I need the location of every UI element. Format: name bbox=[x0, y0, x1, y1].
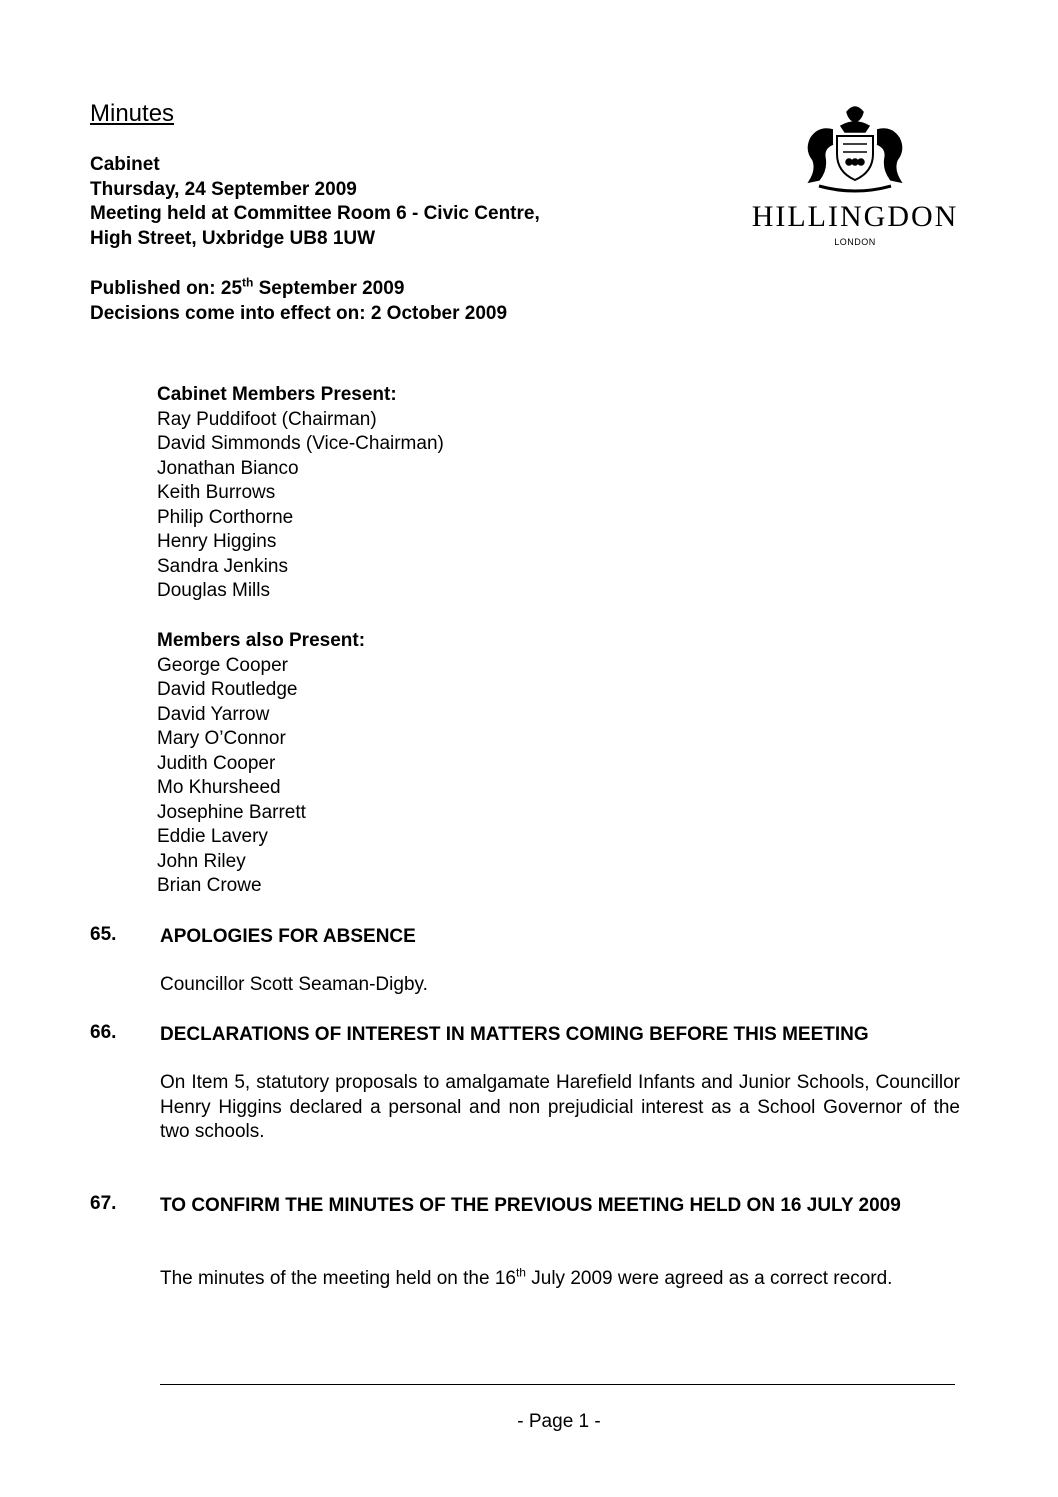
publication-info bbox=[90, 277, 507, 326]
section-65-title: APOLOGIES FOR ABSENCE bbox=[160, 926, 416, 947]
list-item: Philip Corthorne bbox=[157, 506, 294, 528]
list-item: David Yarrow bbox=[157, 703, 270, 725]
list-item: Sandra Jenkins bbox=[157, 555, 288, 577]
council-logo bbox=[735, 100, 975, 260]
list-item: Jonathan Bianco bbox=[157, 457, 299, 479]
meeting-date: Thursday, 24 September 2009 bbox=[90, 178, 357, 200]
list-item: Mo Khursheed bbox=[157, 777, 281, 798]
section-66-number: 66. bbox=[90, 1022, 117, 1043]
section-65-body: Councillor Scott Seaman-Digby. bbox=[160, 974, 428, 995]
footer-divider bbox=[160, 1384, 955, 1385]
list-item: Judith Cooper bbox=[157, 752, 276, 774]
list-item: Douglas Mills bbox=[157, 580, 270, 601]
cabinet-members-list bbox=[157, 383, 444, 604]
section-66-body: On Item 5, statutory proposals to amalgamate Harefield Infants and Junior Schools, Councillor Henry Higgins declared a personal and non prejudicial interest as a School Governor of the two schools. bbox=[160, 1072, 960, 1142]
list-item: John Riley bbox=[157, 850, 246, 872]
list-item: Josephine Barrett bbox=[157, 801, 306, 823]
section-67-number: 67. bbox=[90, 1193, 117, 1214]
list-item: Henry Higgins bbox=[157, 531, 277, 552]
effective-date: Decisions come into effect on: 2 October 2009 bbox=[90, 302, 508, 324]
section-65-number: 65. bbox=[90, 924, 117, 945]
section-66-title: DECLARATIONS OF INTEREST IN MATTERS COMING BEFORE THIS MEETING bbox=[160, 1024, 869, 1045]
committee-name: Cabinet bbox=[90, 154, 160, 175]
list-item: David Routledge bbox=[157, 679, 298, 700]
list-item: George Cooper bbox=[157, 654, 288, 676]
cabinet-members-heading: Cabinet Members Present: bbox=[157, 384, 397, 405]
list-item: Brian Crowe bbox=[157, 875, 262, 896]
meeting-venue-line1: Meeting held at Committee Room 6 - Civic Centre, bbox=[90, 203, 540, 224]
meeting-header bbox=[90, 153, 540, 251]
council-name: HILLINGDON bbox=[751, 200, 959, 233]
list-item: Keith Burrows bbox=[157, 482, 276, 503]
list-item: David Simmonds (Vice-Chairman) bbox=[157, 433, 444, 454]
page-title: Minutes bbox=[90, 100, 175, 127]
list-item: Ray Puddifoot (Chairman) bbox=[157, 408, 377, 430]
other-members-list bbox=[157, 629, 365, 899]
meeting-venue-line2: High Street, Uxbridge UB8 1UW bbox=[90, 227, 376, 249]
section-67-body: The minutes of the meeting held on the 16th July 2009 were agreed as a correct record. bbox=[160, 1265, 893, 1289]
list-item: Eddie Lavery bbox=[157, 826, 268, 847]
other-members-heading: Members also Present: bbox=[157, 630, 366, 651]
council-subtitle: LONDON bbox=[834, 237, 876, 247]
section-67-title: TO CONFIRM THE MINUTES OF THE PREVIOUS MEETING HELD ON 16 JULY 2009 bbox=[160, 1195, 901, 1216]
page-number: - Page 1 - bbox=[517, 1411, 601, 1432]
list-item: Mary O’Connor bbox=[157, 728, 286, 749]
published-date: Published on: 25th September 2009 bbox=[90, 275, 405, 299]
coat-of-arms-icon bbox=[735, 100, 975, 200]
